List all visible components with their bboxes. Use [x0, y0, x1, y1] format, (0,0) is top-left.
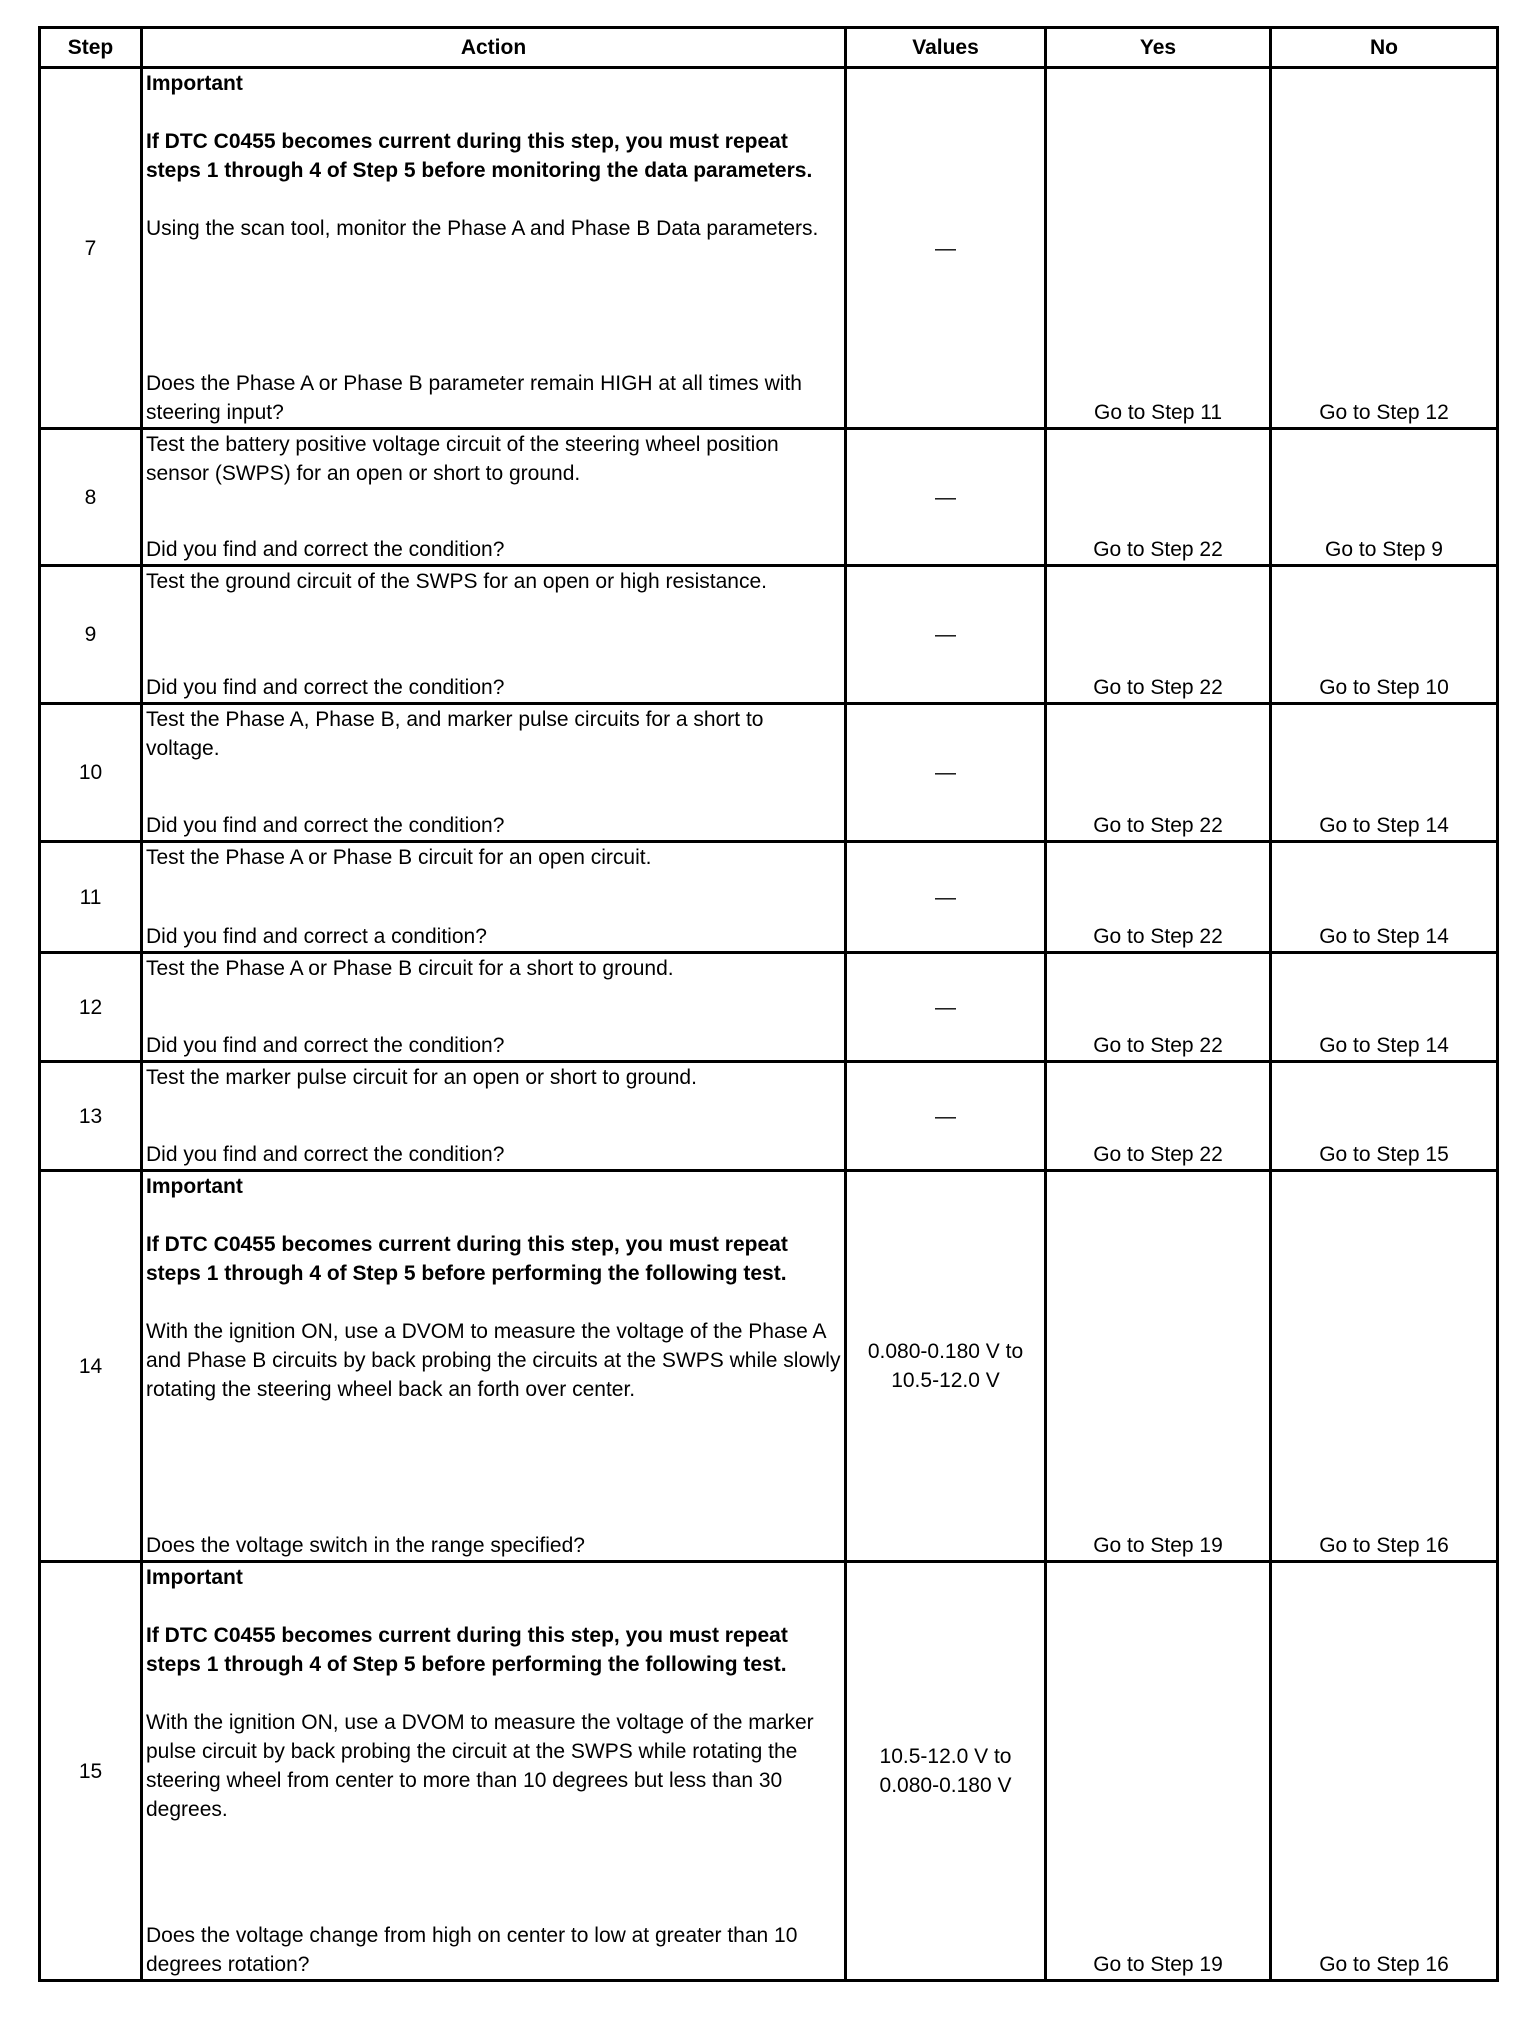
- table-row: [40, 1062, 1498, 1171]
- action-cell: [142, 953, 846, 1062]
- question-text: Did you find and correct the condition?: [146, 1143, 505, 1166]
- important-label: Important: [146, 1175, 243, 1198]
- question-text: Did you find and correct the condition?: [146, 676, 505, 699]
- yes-cell: Go to Step 19: [1046, 1562, 1271, 1981]
- question-text: Does the voltage switch in the range specified?: [146, 1534, 585, 1557]
- action-cell: [142, 429, 846, 566]
- question-text: Does the voltage change from high on center to low at greater than 10 degrees rotation?: [146, 1924, 798, 1976]
- step-number: 11: [40, 842, 142, 953]
- values-cell: —: [846, 704, 1046, 842]
- header-no: No: [1271, 28, 1498, 68]
- values-cell: 0.080-0.180 V to 10.5-12.0 V: [846, 1171, 1046, 1562]
- no-cell: Go to Step 14: [1271, 953, 1498, 1062]
- action-cell: [142, 1562, 846, 1981]
- no-cell: Go to Step 12: [1271, 68, 1498, 429]
- no-cell: Go to Step 16: [1271, 1562, 1498, 1981]
- step-number: 14: [40, 1171, 142, 1562]
- yes-cell: Go to Step 11: [1046, 68, 1271, 429]
- no-cell: Go to Step 15: [1271, 1062, 1498, 1171]
- no-cell: Go to Step 14: [1271, 842, 1498, 953]
- header-yes: Yes: [1046, 28, 1271, 68]
- important-label: Important: [146, 1566, 243, 1589]
- yes-cell: Go to Step 22: [1046, 1062, 1271, 1171]
- instruction-text: Test the Phase A, Phase B, and marker pulse circuits for a short to voltage.: [146, 708, 764, 760]
- instruction-text: With the ignition ON, use a DVOM to measure the voltage of the marker pulse circuit by back probing the circuit at the SWPS while rotating the steering wheel from center to more than 10 degrees but less than 30 degrees.: [146, 1711, 814, 1821]
- warning-text: If DTC C0455 becomes current during this step, you must repeat steps 1 through 4 of Step 5 before monitoring the data parameters.: [146, 130, 813, 182]
- header-step: Step: [40, 28, 142, 68]
- action-cell: [142, 704, 846, 842]
- instruction-text: Using the scan tool, monitor the Phase A and Phase B Data parameters.: [146, 217, 819, 240]
- values-cell: —: [846, 1062, 1046, 1171]
- values-cell: 10.5-12.0 V to 0.080-0.180 V: [846, 1562, 1046, 1981]
- yes-cell: Go to Step 19: [1046, 1171, 1271, 1562]
- yes-cell: Go to Step 22: [1046, 704, 1271, 842]
- values-cell: —: [846, 429, 1046, 566]
- values-cell: —: [846, 842, 1046, 953]
- question-text: Does the Phase A or Phase B parameter remain HIGH at all times with steering input?: [146, 372, 802, 424]
- header-row: [40, 28, 1498, 68]
- values-cell: —: [846, 566, 1046, 704]
- yes-cell: Go to Step 22: [1046, 842, 1271, 953]
- action-cell: [142, 842, 846, 953]
- action-cell: [142, 566, 846, 704]
- instruction-text: Test the battery positive voltage circuit of the steering wheel position sensor (SWPS) for an open or short to ground.: [146, 433, 779, 485]
- step-number: 12: [40, 953, 142, 1062]
- instruction-text: Test the marker pulse circuit for an open or short to ground.: [146, 1066, 697, 1089]
- question-text: Did you find and correct the condition?: [146, 814, 505, 837]
- no-cell: Go to Step 9: [1271, 429, 1498, 566]
- no-cell: Go to Step 16: [1271, 1171, 1498, 1562]
- instruction-text: Test the Phase A or Phase B circuit for an open circuit.: [146, 846, 652, 869]
- question-text: Did you find and correct the condition?: [146, 538, 505, 561]
- table-row: [40, 1171, 1498, 1562]
- table-row: [40, 68, 1498, 429]
- table-row: [40, 842, 1498, 953]
- instruction-text: Test the ground circuit of the SWPS for an open or high resistance.: [146, 570, 767, 593]
- values-cell: —: [846, 68, 1046, 429]
- table-row: [40, 429, 1498, 566]
- step-number: 7: [40, 68, 142, 429]
- question-text: Did you find and correct the condition?: [146, 1034, 505, 1057]
- action-cell: [142, 1062, 846, 1171]
- no-cell: Go to Step 14: [1271, 704, 1498, 842]
- instruction-text: With the ignition ON, use a DVOM to measure the voltage of the Phase A and Phase B circuits by back probing the circuits at the SWPS while slowly rotating the steering wheel back an forth over center.: [146, 1320, 841, 1401]
- action-cell: [142, 1171, 846, 1562]
- table-row: [40, 704, 1498, 842]
- yes-cell: Go to Step 22: [1046, 429, 1271, 566]
- table-row: [40, 1562, 1498, 1981]
- values-cell: —: [846, 953, 1046, 1062]
- step-number: 9: [40, 566, 142, 704]
- yes-cell: Go to Step 22: [1046, 953, 1271, 1062]
- yes-cell: Go to Step 22: [1046, 566, 1271, 704]
- no-cell: Go to Step 10: [1271, 566, 1498, 704]
- step-number: 15: [40, 1562, 142, 1981]
- action-cell: [142, 68, 846, 429]
- header-values: Values: [846, 28, 1046, 68]
- warning-text: If DTC C0455 becomes current during this step, you must repeat steps 1 through 4 of Step 5 before performing the following test.: [146, 1233, 788, 1285]
- important-label: Important: [146, 72, 243, 95]
- instruction-text: Test the Phase A or Phase B circuit for a short to ground.: [146, 957, 674, 980]
- header-action: Action: [142, 28, 846, 68]
- table-row: [40, 566, 1498, 704]
- table-row: [40, 953, 1498, 1062]
- step-number: 10: [40, 704, 142, 842]
- step-number: 13: [40, 1062, 142, 1171]
- question-text: Did you find and correct a condition?: [146, 925, 487, 948]
- diagnostic-table: [38, 26, 1499, 1982]
- warning-text: If DTC C0455 becomes current during this step, you must repeat steps 1 through 4 of Step 5 before performing the following test.: [146, 1624, 788, 1676]
- step-number: 8: [40, 429, 142, 566]
